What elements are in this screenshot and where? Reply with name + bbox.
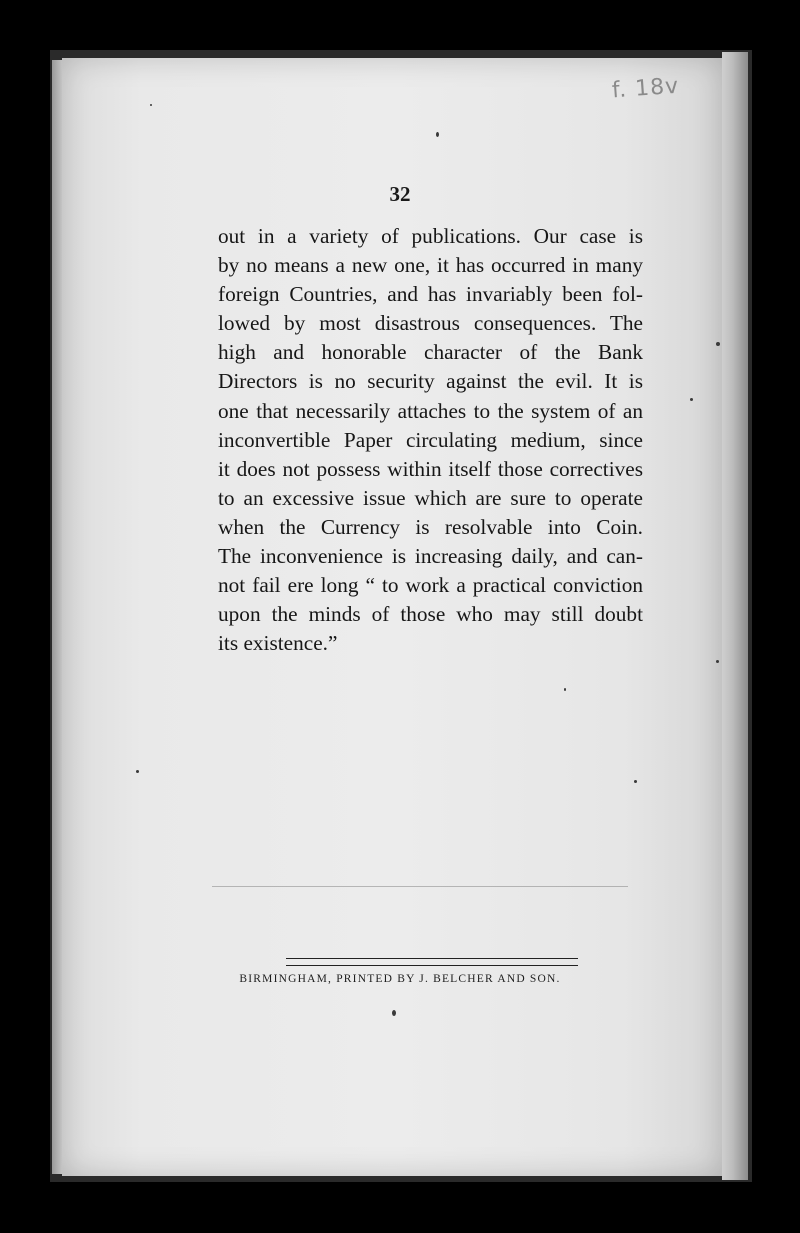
folio-annotation: f. 18v bbox=[611, 73, 680, 104]
body-line: The inconvenience is increasing daily, and can- bbox=[218, 544, 643, 569]
body-line: one that necessarily attaches to the system of an bbox=[218, 398, 643, 423]
paper-speck bbox=[634, 780, 637, 783]
printer-imprint: BIRMINGHAM, PRINTED BY J. BELCHER AND SON. bbox=[239, 973, 561, 985]
paper-speck bbox=[136, 770, 139, 773]
paper-speck bbox=[716, 660, 719, 663]
paper-speck bbox=[436, 132, 439, 137]
body-text bbox=[218, 222, 643, 658]
body-line: when the Currency is resolvable into Coin. bbox=[218, 514, 643, 539]
paper-speck bbox=[392, 1010, 396, 1016]
body-line: Directors is no security against the evil. It is bbox=[218, 369, 643, 394]
body-line: to an excessive issue which are sure to operate bbox=[218, 485, 643, 510]
body-line: lowed by most disastrous consequences. The bbox=[218, 311, 643, 336]
body-line: high and honorable character of the Bank bbox=[218, 340, 643, 365]
body-line: out in a variety of publications. Our case is bbox=[218, 224, 643, 248]
body-line: it does not possess within itself those correctives bbox=[218, 456, 643, 481]
body-line: foreign Countries, and has invariably been fol- bbox=[218, 282, 643, 307]
page-number: 32 bbox=[389, 182, 411, 206]
paper-speck bbox=[716, 342, 720, 346]
body-line: by no means a new one, it has occurred in many bbox=[218, 253, 643, 278]
body-line: upon the minds of those who may still doubt bbox=[218, 602, 643, 627]
show-through-rule bbox=[212, 886, 628, 887]
body-line: not fail ere long “ to work a practical conviction bbox=[218, 573, 643, 598]
paper-speck bbox=[150, 104, 152, 106]
paper-speck bbox=[690, 398, 693, 401]
body-line: its existence.” bbox=[218, 631, 338, 656]
page-edge-right bbox=[722, 52, 748, 1180]
paper-speck bbox=[564, 688, 566, 691]
imprint-double-rule bbox=[286, 958, 578, 966]
body-line: inconvertible Paper circulating medium, since bbox=[218, 427, 643, 452]
